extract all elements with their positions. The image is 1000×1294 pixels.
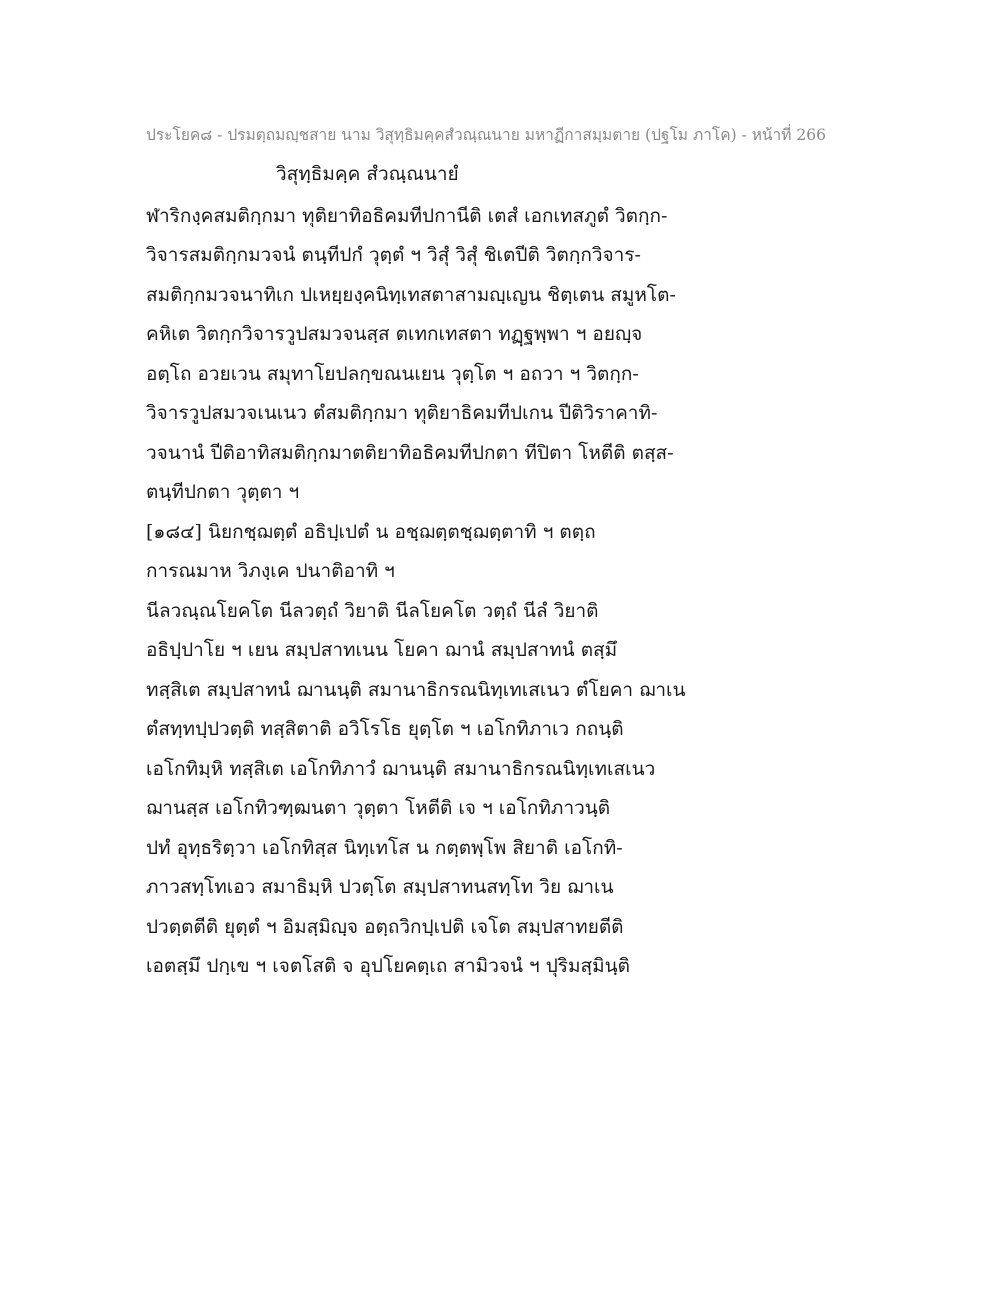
text-line: ตํสทฺทปฺปวตฺติ ทสฺสิตาติ อวิโรโธ ยุตฺโต ฯ เอโกทิภาเว กถนฺติ — [146, 718, 624, 740]
text-line: วิจารวูปสมวจเนเนว ตํสมติกฺกมา ทุติยาธิคมทีปเกน ปีติวิราคาทิ- — [146, 402, 658, 424]
text-line: การณมาห วิภงฺเค ปนาติอาทิ ฯ — [146, 560, 395, 582]
text-line: ตนฺทีปกตา วุตฺตา ฯ — [146, 481, 300, 503]
text-line: เอตสฺมึ ปกฺเข ฯ เจตโสติ จ อุปโยคตฺเถ สามิวจนํ ฯ ปุริมสฺมินฺติ — [146, 955, 630, 977]
text-line: นีลวณฺณโยคโต นีลวตฺถํ วิยาติ นีลโยคโต วตฺถํ นีลํ วิยาติ — [146, 600, 599, 622]
text-line: ฌานสฺส เอโกทิวฑฺฒนตา วุตฺตา โหตีติ เจ ฯ เอโกทิภาวนฺติ — [146, 797, 611, 819]
text-line: สมติกฺกมวจนาทิเก ปเหยฺยงฺคนิทฺเทสตาสามญฺเญน ชิตฺเตน สมูหโต- — [146, 284, 676, 306]
text-line: ฬาริกงฺคสมติกฺกมา ทุติยาทิอธิคมทีปกานีติ เตสํ เอกเทสภูตํ วิตกฺก- — [146, 205, 668, 227]
text-line: อธิปฺปาโย ฯ เยน สมฺปสาทเนน โยคา ฌานํ สมฺปสาทนํ ตสฺมึ — [146, 639, 618, 661]
text-line: ทสฺสิเต สมฺปสาทนํ ฌานนฺติ สมานาธิกรณนิทฺเทเสเนว ตํโยคา ฌาเน — [146, 679, 686, 701]
text-line: วจนานํ ปีติอาทิสมติกฺกมาตติยาทิอธิคมทีปกตา ทีปิตา โหตีติ ตสฺส- — [146, 442, 674, 464]
running-header: ประโยค๘ - ปรมตฺถมญฺชสาย นาม วิสุทฺธิมคฺคสํวณฺณนาย มหาฏีกาสมฺมตาย (ปฐโม ภาโค) - หน้าที่ 266 — [146, 126, 826, 144]
text-line: คหิเต วิตกฺกวิจารวูปสมวจนสฺส ตเทกเทสตา ทฏฺฐพฺพา ฯ อยญฺจ — [146, 323, 643, 345]
text-line: ปวตฺตตีติ ยุตฺตํ ฯ อิมสฺมิญฺจ อตฺถวิกปฺเปติ เจโต สมฺปสาทยตีติ — [146, 916, 624, 938]
text-line: ภาวสทฺโทเอว สมาธิมฺหิ ปวตฺโต สมฺปสาทนสทฺโท วิย ฌาเน — [146, 876, 614, 898]
text-line: [๑๘๔] นิยกชฺฌตฺตํ อธิปฺเปตํ น อชฺฌตฺตชฺฌตฺตาทิ ฯ ตตฺถ — [146, 521, 596, 543]
text-line: เอโกทิมฺหิ ทสฺสิเต เอโกทิภาวํ ฌานนฺติ สมานาธิกรณนิทฺเทเสเนว — [146, 758, 656, 780]
text-line: ปทํ อุทฺธริตฺวา เอโกทิสฺส นิทฺเทโส น กตฺตพฺโพ สิยาติ เอโกทิ- — [146, 837, 623, 859]
text-line: วิจารสมติกฺกมวจนํ ตนฺทีปกํ วุตฺตํ ฯ วิสุํ วิสุํ ชิเตปีติ วิตกฺกวิจาร- — [146, 244, 641, 266]
section-title: วิสุทฺธิมคฺค สํวณฺณนายํ — [276, 163, 459, 185]
text-line: อตฺโถ อวยเวน สมุทาโยปลกฺขณนเยน วุตฺโต ฯ อถวา ฯ วิตกฺก- — [146, 363, 639, 385]
